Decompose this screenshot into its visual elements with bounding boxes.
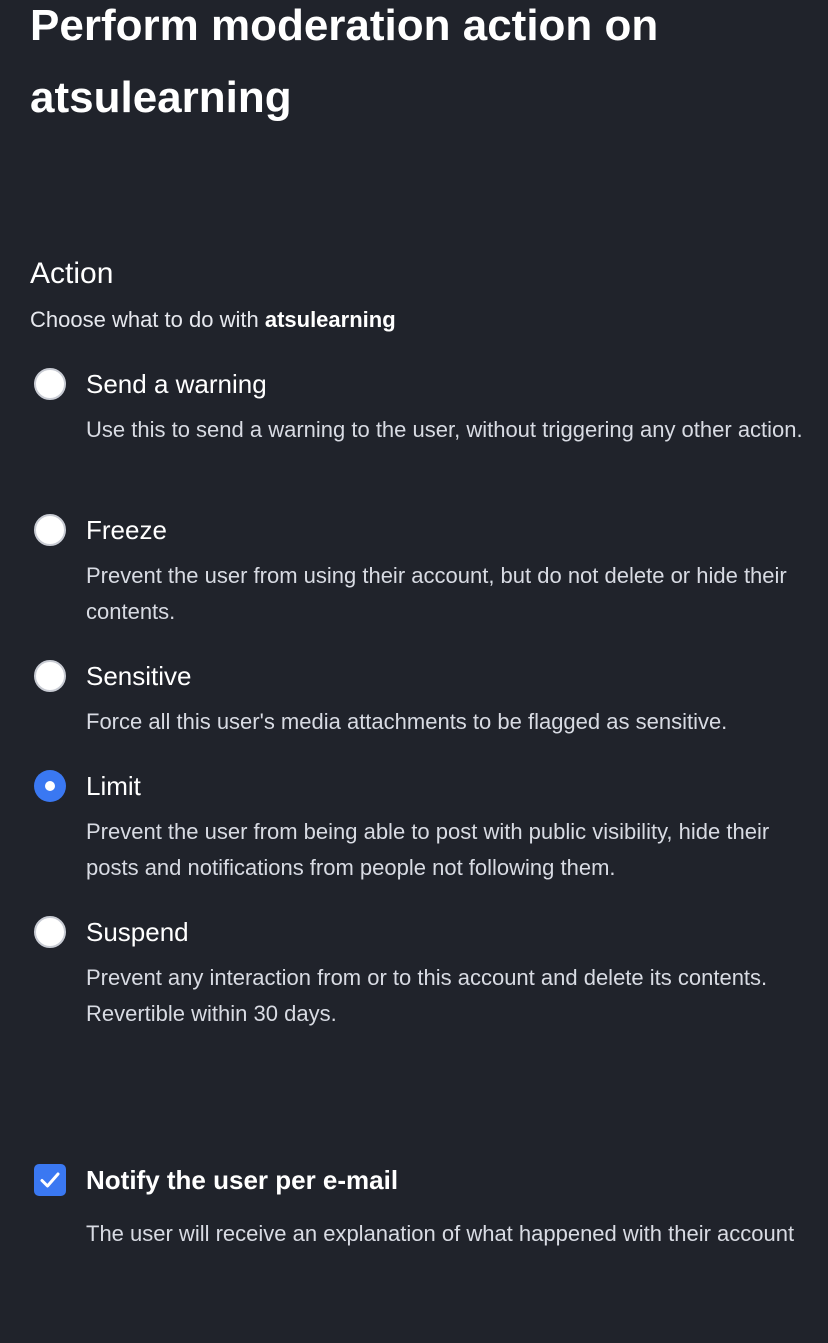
- option-hint: Force all this user's media attachments to be flagged as sensitive.: [86, 709, 728, 734]
- action-section-title: Action: [30, 257, 114, 290]
- radio-checked-icon[interactable]: [34, 770, 66, 802]
- option-hint: Use this to send a warning to the user, without triggering any other action.: [86, 417, 803, 442]
- target-username: atsulearning: [264, 307, 396, 332]
- option-hint: Prevent the user from being able to post with public visibility, hide their posts and notifications from people not following them.: [86, 819, 770, 880]
- checkmark-icon: [38, 1168, 62, 1192]
- description-prefix: Choose what to do with: [30, 307, 259, 332]
- option-label: Suspend: [86, 917, 189, 947]
- option-hint: Prevent any interaction from or to this account and delete its contents. Revertible within 30 days.: [86, 965, 768, 1026]
- notify-checkbox[interactable]: [34, 1164, 66, 1196]
- option-label: Sensitive: [86, 661, 192, 691]
- notify-hint: The user will receive an explanation of what happened with their account: [86, 1221, 795, 1246]
- option-hint: Prevent the user from using their account, but do not delete or hide their contents.: [86, 563, 787, 624]
- option-label: Send a warning: [86, 369, 267, 399]
- radio-unchecked-icon[interactable]: [34, 660, 66, 692]
- option-label: Limit: [86, 771, 141, 801]
- radio-unchecked-icon[interactable]: [34, 514, 66, 546]
- notify-label: Notify the user per e-mail: [86, 1165, 399, 1195]
- radio-unchecked-icon[interactable]: [34, 368, 66, 400]
- action-section-description: [30, 305, 396, 335]
- page-title: Perform moderation action on atsulearning: [30, 1, 659, 122]
- radio-unchecked-icon[interactable]: [34, 916, 66, 948]
- option-label: Freeze: [86, 515, 167, 545]
